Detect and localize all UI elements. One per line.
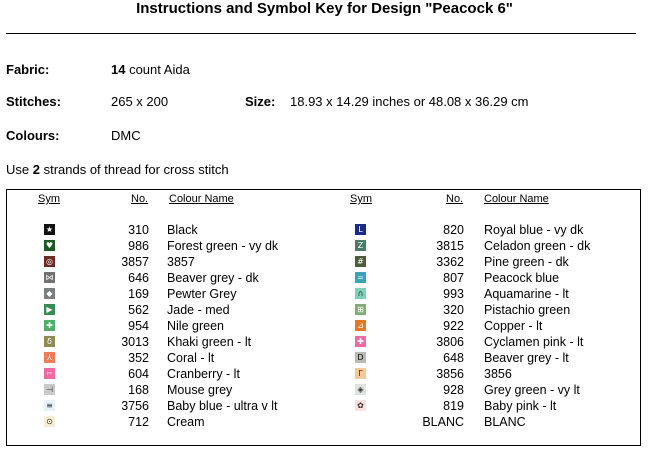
colour-name: Celadon green - dk: [484, 239, 591, 253]
fabric-value: [111, 62, 190, 77]
dmc-number: 169: [128, 287, 149, 301]
key-column-right: [320, 222, 640, 430]
symbol-swatch: ⌐: [44, 368, 55, 379]
dmc-number: 648: [443, 351, 464, 365]
key-column-left: [0, 222, 320, 430]
symbol-swatch: ★: [45, 225, 54, 234]
colour-name: Mouse grey: [167, 383, 233, 397]
dmc-number: 3815: [436, 239, 464, 253]
key-row: [320, 414, 640, 430]
colour-name: 3856: [484, 367, 512, 381]
key-row: [0, 398, 320, 414]
dmc-number: 168: [128, 383, 149, 397]
symbol-swatch: #: [355, 256, 366, 267]
dmc-number: 3013: [121, 335, 149, 349]
colour-name: Khaki green - lt: [167, 335, 252, 349]
key-row: [0, 366, 320, 382]
symbol-swatch: ◆: [44, 288, 55, 299]
key-row: [0, 318, 320, 334]
symbol-swatch: ⅄: [44, 352, 55, 363]
header-no-left: No.: [131, 193, 149, 205]
symbol-swatch: Γ: [355, 368, 366, 379]
dmc-number: 3756: [121, 399, 149, 413]
key-row: [320, 286, 640, 302]
colour-name: Cream: [167, 415, 205, 429]
colour-name: Nile green: [167, 319, 224, 333]
symbol-swatch: ◈: [355, 384, 366, 395]
key-row: [0, 270, 320, 286]
dmc-number: 646: [128, 271, 149, 285]
dmc-number: 320: [443, 303, 464, 317]
page-title: Instructions and Symbol Key for Design "Peacock 6": [136, 0, 513, 17]
header-name-right: Colour Name: [484, 193, 549, 205]
dmc-number: 993: [443, 287, 464, 301]
colour-name: BLANC: [484, 415, 526, 429]
colour-name: Forest green - vy dk: [167, 239, 279, 253]
key-row: [0, 302, 320, 318]
header-sym-left: Sym: [38, 193, 60, 205]
symbol-swatch: ♥: [45, 241, 54, 250]
key-row: [0, 414, 320, 430]
colour-name: Peacock blue: [484, 271, 560, 285]
colour-name: Pewter Grey: [167, 287, 237, 301]
dmc-number: 3857: [121, 255, 149, 269]
symbol-swatch: ⊿: [355, 320, 366, 331]
colour-name: Baby pink - lt: [484, 399, 557, 413]
symbol-swatch: ⊣: [44, 384, 55, 395]
dmc-number: 562: [128, 303, 149, 317]
dmc-number: 3856: [436, 367, 464, 381]
symbol-swatch: δ: [44, 336, 55, 347]
symbol-swatch: ⊙: [44, 416, 55, 427]
colour-name: Grey green - vy lt: [484, 383, 580, 397]
dmc-number: 954: [128, 319, 149, 333]
colour-name: Pine green - dk: [484, 255, 569, 269]
colour-name: Cranberry - lt: [167, 367, 240, 381]
key-row: [320, 270, 640, 286]
key-row: [320, 318, 640, 334]
dmc-number: 3362: [436, 255, 464, 269]
fabric-label: Fabric:: [6, 62, 50, 77]
symbol-swatch: L: [355, 224, 366, 235]
colours-label: Colours:: [6, 128, 60, 143]
key-row: [0, 286, 320, 302]
colour-name: Coral - lt: [167, 351, 215, 365]
stitches-value: 265 x 200: [111, 94, 169, 109]
dmc-number: 310: [128, 223, 149, 237]
strands-pre: Use: [6, 162, 33, 177]
key-row: [320, 382, 640, 398]
colour-name: Black: [167, 223, 198, 237]
dmc-number: BLANC: [422, 415, 464, 429]
size-value: 18.93 x 14.29 inches or 48.08 x 36.29 cm: [290, 94, 529, 109]
colour-name: Royal blue - vy dk: [484, 223, 584, 237]
symbol-swatch: ✿: [355, 400, 366, 411]
symbol-swatch: ◎: [44, 256, 55, 267]
colour-name: Beaver grey - lt: [484, 351, 569, 365]
stitches-label: Stitches:: [6, 94, 61, 109]
key-row: [0, 238, 320, 254]
key-row: [0, 254, 320, 270]
symbol-swatch: D: [355, 352, 366, 363]
colour-name: Cyclamen pink - lt: [484, 335, 584, 349]
symbol-swatch: ≡: [44, 400, 55, 411]
dmc-number: 604: [128, 367, 149, 381]
symbol-swatch: Z: [355, 240, 366, 251]
strands-count: 2: [32, 162, 40, 177]
strands-post: strands of thread for cross stitch: [39, 162, 229, 177]
symbol-swatch: [355, 416, 366, 427]
title-rule: [6, 33, 636, 34]
header-sym-right: Sym: [350, 193, 372, 205]
dmc-number: 928: [443, 383, 464, 397]
strands-instruction: [6, 162, 229, 177]
symbol-swatch: ✚: [355, 336, 366, 347]
header-name-left: Colour Name: [169, 193, 234, 205]
dmc-number: 807: [443, 271, 464, 285]
symbol-swatch: =: [355, 272, 366, 283]
key-row: [0, 382, 320, 398]
colour-name: Baby blue - ultra v lt: [167, 399, 278, 413]
symbol-swatch: ▶: [44, 304, 55, 315]
dmc-number: 819: [443, 399, 464, 413]
colours-value: DMC: [111, 128, 141, 143]
dmc-number: 986: [128, 239, 149, 253]
key-row: [320, 302, 640, 318]
colour-name: Aquamarine - lt: [484, 287, 569, 301]
dmc-number: 922: [443, 319, 464, 333]
colour-name: Pistachio green: [484, 303, 571, 317]
key-row: [0, 222, 320, 238]
key-row: [320, 238, 640, 254]
key-row: [320, 254, 640, 270]
fabric-count: 14: [111, 62, 126, 77]
symbol-swatch: ∩: [355, 288, 366, 299]
symbol-swatch: ⋈: [45, 273, 54, 282]
key-row: [320, 398, 640, 414]
key-row: [320, 366, 640, 382]
colour-name: Beaver grey - dk: [167, 271, 259, 285]
key-row: [320, 222, 640, 238]
symbol-swatch: ⊞: [355, 304, 366, 315]
symbol-swatch: ✚: [44, 320, 55, 331]
key-row: [320, 350, 640, 366]
header-no-right: No.: [446, 193, 464, 205]
colour-name: Jade - med: [167, 303, 230, 317]
size-label: Size:: [245, 94, 276, 109]
colour-name: 3857: [167, 255, 195, 269]
dmc-number: 820: [443, 223, 464, 237]
dmc-number: 712: [128, 415, 149, 429]
key-row: [0, 334, 320, 350]
key-row: [0, 350, 320, 366]
fabric-type: count Aida: [125, 62, 190, 77]
key-row: [320, 334, 640, 350]
dmc-number: 352: [128, 351, 149, 365]
colour-name: Copper - lt: [484, 319, 543, 333]
dmc-number: 3806: [436, 335, 464, 349]
